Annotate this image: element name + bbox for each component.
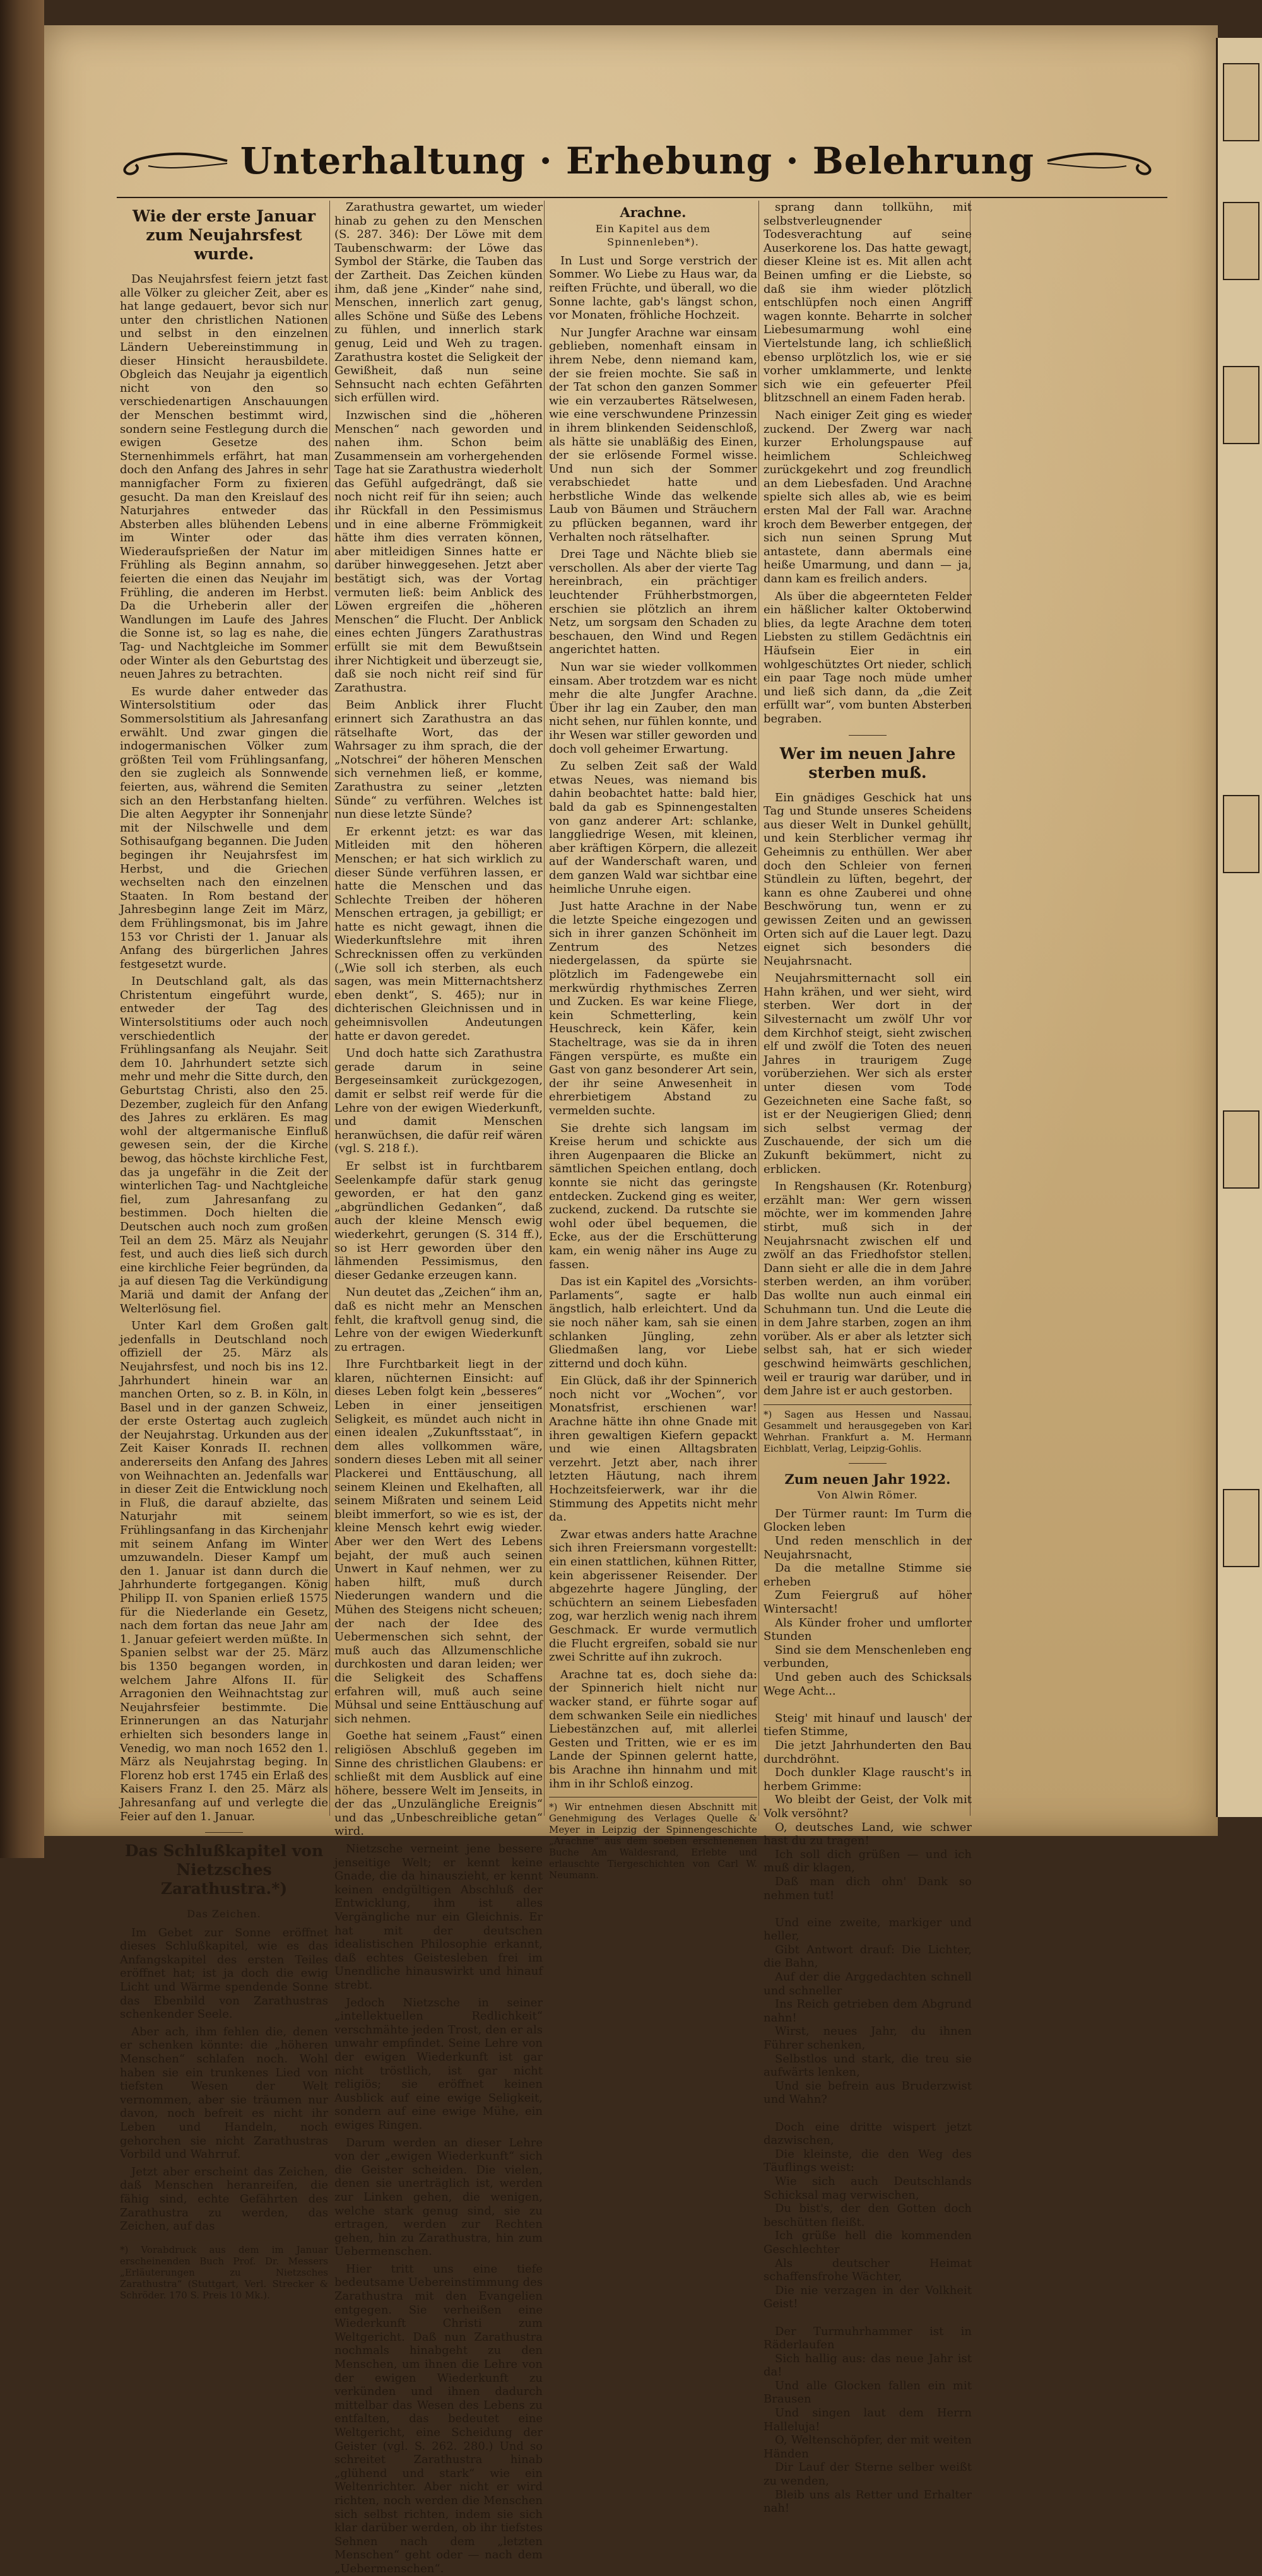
article-subheading: Das Zeichen. bbox=[187, 1908, 261, 1920]
poem-line: Und geben auch des Schicksals Wege Acht... bbox=[764, 1671, 972, 1698]
article-paragraph: Im Gebet zur Sonne eröffnet dieses Schlußkapitel, wie es das Anfangskapitel des ersten Teiles eröffnet hat; ist ja doch die ewig Licht und Wärme spendende Sonne das Ebenbild von Zarathustras schenkender Seele. bbox=[120, 1926, 328, 2021]
poem-line: Wie sich auch Deutschlands Schicksal mag verwischen, bbox=[764, 2174, 972, 2202]
article-paragraph: Inzwischen sind die „höheren Menschen“ nach geworden und nahen ihm. Schon beim Zusammensein am vorhergehenden Tage hat sie Zarathustra wiederholt das Gefühl aufgedrängt, daß sie noch nicht reif für ihn seien; auch ihr Rückfall in den Pessimismus und in eine alberne Frömmigkeit hätte ihm dies verraten können, aber mitleidigen Sinnes hatte er darüber hinweggesehen. Jetzt aber bestätigt sich, was der Vortag vermuten ließ: beim Anblick des Löwen ergreifen die „höheren Menschen“ die Flucht. Der Anblick eines echten Jüngers Zarathustras erfüllt sie mit dem Bewußtsein ihrer Nichtigkeit und überzeugt sie, daß sie noch nicht reif sind für Zarathustra. bbox=[334, 408, 543, 695]
article-paragraph: In Rengshausen (Kr. Rotenburg) erzählt man: Wer gern wissen möchte, wer im kommenden Jahre stirbt, muß sich in der Neujahrsnacht zwischen elf und zwölf an das Friedhofstor stellen. Dann sieht er alle die in dem Jahre sterben werden, an ihm vorüber. Das wollte nun auch einmal ein Schuhmann tun. Und die Leute die in dem Jahre starben, zogen an ihm vorüber. Als er aber als letzter sich selbst sah, hat er sich wieder geschwind heimwärts geschlichen, weil er traurig war darüber, und in dem Jahre ist er auch gestorben. bbox=[764, 1180, 972, 1398]
adjacent-page-strip bbox=[1216, 38, 1262, 1817]
poem-line: Und reden menschlich in der Neujahrsnacht, bbox=[764, 1534, 972, 1561]
article-paragraph: Just hatte Arachne in der Nabe die letzte Speiche eingezogen und sich in ihrer ganzen Schönheit im Zentrum des Netzes niedergelassen, da spürte sie plötzlich im Fadengewebe ein merkwürdig rhythmisches Zerren und Zucken. Es war keine Fliege, kein Schmetterling, kein Heuschreck, kein Käfer, kein Stacheltrage, was sie da in ihren Fängen verspürte, es mußte ein Gast von ganz besonderer Art sein, der ihr seine Anwesenheit in ehrerbietigem Abstand zu vermelden suchte. bbox=[549, 900, 757, 1117]
article-paragraph: Zwar etwas anders hatte Arachne sich ihren Freiersmann vorgestellt: ein einen stattlichen, kühnen Ritter, kein abgerissener Reisender. Der abgezehrte hagere Jüngling, der schüchtern an seinem Liebesfaden zog, war herzlich wenig nach ihrem Geschmack. Er wurde vermutlich die Flucht ergreifen, sobald sie nur zwei Schritte auf ihn zukroch. bbox=[549, 1527, 757, 1664]
poem-line: Du bist's, der den Gotten doch beschütten fleißt. bbox=[764, 2202, 972, 2229]
adjacent-page-fragment bbox=[1223, 795, 1259, 873]
article-paragraph: Das Neujahrsfest feiern jetzt fast alle Völker zu gleicher Zeit, aber es hat lange gedauert, bevor sich nur unter den christlichen Nationen und selbst in den einzelnen Ländern Uebereinstimmung in dieser Hinsicht herausbildete. Obgleich das Neujahr ja eigentlich nicht von den so verschiedenartigen Anschauungen der Menschen bestimmt wird, sondern seine Festlegung durch die ewigen Gesetze des Sternenhimmels erfährt, hat man doch den Anfang des Jahres in sehr mannigfacher Form zu fixieren gesucht. Da man den Kreislauf des Naturjahres entweder das Absterben alles blühenden Lebens im Winter oder das Wiederaufsprießen der Natur im Frühling als Beginn annahm, so feierten die einen das Neujahr im Frühling, die anderen im Herbst. Da die Urheberin aller der Wandlungen im Laufe des Jahres die Sonne ist, so lag es nahe, die Tag- und Nachtgleiche im Sommer oder Winter als den Geburtstag des neuen Jahres zu betrachten. bbox=[120, 273, 328, 681]
article-headline-zarathustra: Das Schlußkapitel von Nietzsches Zarathustra.*) bbox=[124, 1842, 324, 1898]
article-paragraph: Darum werden an dieser Lehre von der „ewigen Wiederkunft“ sich die Geister scheiden. Die vielen, denen sie unerträglich ist, werden zur Linken gehen, die wenigen, welche stark genug sind, sie zu ertragen, werden zur Rechten gehen, hin zu Zarathustra, hin zum Uebermenschen. bbox=[334, 2136, 543, 2259]
poem-line bbox=[764, 1902, 972, 1916]
poem-line: Bleib uns als Retter und Erhalter nah! bbox=[764, 2488, 972, 2515]
article-paragraph: Als über die abgeernteten Felder ein häßlicher kalter Oktoberwind blies, da legte Arachne dem toten Liebsten zu stillem Gedächtnis ein Häufsein Eier in ein wohlgeschütztes Ort nieder, schlich ein paar Tage noch müde umher und ließ sich dann, da „die Zeit erfüllt war“, vom bunten Absterben begraben. bbox=[764, 589, 972, 726]
article-paragraph: Ein Glück, daß ihr der Spinnerich noch nicht vor „Wochen“, vor Monatsfrist, erschienen war! Arachne hätte ihn ohne Gnade mit ihren gewaltigen Kiefern gepackt und wie einen Alltagsbraten verzehrt. Jetzt aber, nach ihrer letzten Häutung, nach ihrem Hochzeitsfeierwerk, war ihr die Stimmung des Appetits nicht mehr da. bbox=[549, 1374, 757, 1524]
left-flourish-ornament bbox=[117, 142, 230, 180]
article-paragraph: Das ist ein Kapitel des „Vorsichts-Parlaments“, sagte er halb ängstlich, halb erleichtert. Und da sie noch näher kam, sah sie einen schlanken Jüngling, zehn Gliedmaßen lang, vor Liebe zitternd und doch kühn. bbox=[549, 1275, 757, 1370]
article-paragraph: Er erkennt jetzt: es war das Mitleiden mit den höheren Menschen; er hat sich wirklich zu dieser Sünde verführen lassen, er hatte die Menschen und das Schlechte Treiben der höheren Menschen ertragen, ja gebilligt; er hatte es nicht gewagt, ihnen die Wiederkunftslehre mit ihren Schrecknissen offen zu verkünden („Wie soll ich sterben, als euch sagen, was mein Mitternachtsherz eben denkt“, S. 465); nur in dichterischen Gleichnissen und in geheimnisvollen Andeutungen hatte er davon geredet. bbox=[334, 825, 543, 1043]
article-headline-arachne: Arachne. bbox=[620, 204, 687, 220]
poem-line: Die nie verzagen in der Volkheit Geist! bbox=[764, 2283, 972, 2311]
adjacent-page-fragment bbox=[1223, 202, 1259, 280]
article-paragraph: Ein gnädiges Geschick hat uns Tag und Stunde unseres Scheidens aus dieser Welt in Dunkel gehüllt, und kein Sterblicher vermag ihr Geheimnis zu enthüllen. Wer aber doch den Schleier von fernen Stündlein zu lüften, begehrt, der kann es ohne Zauberei und ohne Beschwörung tun, wenn er zu gewissen Zeiten und an gewissen Orten sich auf die Lauer legt. Dazu eignet sich besonders die Neujahrsnacht. bbox=[764, 791, 972, 968]
article-separator bbox=[849, 735, 887, 736]
footnote: *) Wir entnehmen diesen Abschnitt mit Genehmigung des Verlages Quelle & Meyer in Leipzig der Spinnengeschichte „Arachne“ aus dem soeben erschienenen Buche Am Waldesrand, Erlebte und erlauschte Tiergeschichten von Carl W. Neumann. bbox=[549, 1797, 757, 1881]
poem-line: Selbstlos und stark, die treu sie aufwärts lenken, bbox=[764, 2052, 972, 2079]
article-paragraph: Beim Anblick ihrer Flucht erinnert sich Zarathustra an das rätselhafte Wort, das der Wahrsager zu ihm sprach, die der „Notschrei“ der höheren Menschen sich vernehmen ließ, er komme, Zarathustra zu seiner „letzten Sünde“ zu verführen. Welches ist nun diese letzte Sünde? bbox=[334, 698, 543, 821]
article-paragraph: Nun deutet das „Zeichen“ ihm an, daß es nicht mehr an Menschen fehlt, die kraftvoll genug sind, die Lehre von der ewigen Wiederkunft zu ertragen. bbox=[334, 1286, 543, 1354]
article-subheading: Ein Kapitel aus dem Spinnenleben*). bbox=[595, 222, 711, 249]
article-paragraph: Nach einiger Zeit ging es wieder zuckend. Der Zwerg war nach kurzer Erholungspause auf heimlichem Schleichweg zurückgekehrt und zog freundlich an dem Liebesfaden. Und Arachne spielte sich alles ab, wie es beim ersten Mal der Fall war. Arachne kroch dem Bewerber entgegen, der sich nun seinen Sprung Mut antastete, dann abermals eine heiße Umarmung, und dann — ja, dann kam es freilich anders. bbox=[764, 408, 972, 586]
poem-line: Ich grüße hell die kommenden Geschlechter bbox=[764, 2229, 972, 2256]
masthead-rule bbox=[117, 197, 1167, 198]
article-paragraph: Arachne tat es, doch siehe da: der Spinnerich hielt nicht nur wacker stand, er führte sogar auf dem schwanken Seile ein niedliches Liebestänzchen auf, mit allerlei Gesten und Tritten, wie er es im Lande der Spinnen gelernt hatte, bis Arachne ihn hinnahm und mit ihm in ihr Schloß einzog. bbox=[549, 1667, 757, 1791]
poem-line: Wirst, neues Jahr, du ihnen Führer schenken, bbox=[764, 2025, 972, 2052]
article-paragraph: Neujahrsmitternacht soll ein Hahn krähen, und wer sieht, wird sterben. Wer dort in der Silvesternacht um zwölf Uhr vor dem Kirchhof steigt, sieht zwischen elf und zwölf die Toten des neuen Jahres in traurigem Zuge vorüberziehen. Wer sich als erster unter diesen vom Tode Gezeichneten eine Sache faßt, so ist er der Neugierigen Glied; denn sich selbst vermag der Zuschauende, der sich um die Zukunft bekümmert, nicht zu erblicken. bbox=[764, 972, 972, 1176]
article-paragraph: Zarathustra gewartet, um wieder hinab zu gehen zu den Menschen (S. 287. 346): Der Löwe mit dem Taubenschwarm: der Löwe das Symbol der Stärke, die Tauben das der Zartheit. Das Zeichen künden ihm, daß jene „Kinder“ nahe sind, Menschen, innerlich zart genug, alles Schöne und Süße des Lebens zu fühlen, und innerlich stark genug, Leid und Weh zu tragen. Zarathustra kostet die Seligkeit der Gewißheit, daß nun seine Sehnsucht nach echten Gefährten sich erfüllen wird. bbox=[334, 201, 543, 405]
poem-line bbox=[764, 1698, 972, 1712]
poem-author: Von Alwin Römer. bbox=[817, 1489, 918, 1502]
article-paragraph: Hier tritt uns eine tiefe bedeutsame Uebereinstimmung des Zarathustra mit den Evangelien entgegen. Sie verheißen eine Wiederkunft Christi zum Weltgericht. Daß nun Zarathustra nochmals hinabgeht zu den Menschen, um ihnen die Lehre von der ewigen Wiederkunft zu verkünden und ihnen dadurch mittelbar das Wesen des Lebens zu entfalten, das bedeutet eine Weltgericht, eine Scheidung der Geister (vgl. S. 262. 280.) Und so schreitet Zarathustra hinab „glühend und stark“ wie ein Weltenrichter. Aber nicht er wird richten, noch werden die Menschen sich selbst richten, indem sie sich klar darüber werden, ob ihr tiefstes Sehnen nach dem „letzten Menschen“ geht oder — nach dem „Uebermenschen“. bbox=[334, 2262, 543, 2575]
poem-line: Doch eine dritte wispert jetzt dazwischen, bbox=[764, 2120, 972, 2148]
article-paragraph: Er selbst ist in furchtbarem Seelenkampfe dafür stark genug geworden, er hat den ganz „abgründlichen Gedanken“, daß auch der kleine Mensch ewig wiederkehrt, gerungen (S. 314 ff.), so ist Herr geworden über den lähmenden Pessimismus, den dieser Gedanke erzeugen kann. bbox=[334, 1159, 543, 1282]
article-paragraph: Jetzt aber erscheint das Zeichen, daß Menschen heranreifen, die fähig sind, echte Gefährten des Zarathustra zu werden, das Zeichen, auf das bbox=[120, 2165, 328, 2233]
footnote: *) Vorabdruck aus dem im Januar erscheinenden Buch Prof. Dr. Messers „Erläuterungen zu Nietzsches Zarathustra“ (Stuttgart, Verl. Strecker & Schröder. 170 S. Preis 10 Mk.). bbox=[120, 2240, 328, 2301]
article-paragraph: Nur Jungfer Arachne war einsam geblieben, nomenhaft einsam in ihrem Nebe, denn niemand kam, der sie freien mochte. Sie saß in der Tat schon den ganzen Sommer wie ein verzaubertes Rätselwesen, wie eine verschwundene Prinzessin in ihrem blinkenden Seidenschloß, als hätte sie unabläßig des Einen, der sie erlösende Formel wisse. Und nun sich der Sommer verabschiedet hatte und herbstliche Winde das welkende Laub von Bäumen und Sträuchern zu pflücken begannen, ward ihr Verhalten noch rätselhafter. bbox=[549, 326, 757, 544]
adjacent-page-fragment bbox=[1223, 366, 1259, 444]
article-paragraph: sprang dann tollkühn, mit selbstverleugnender Todesverachtung auf seine Auserkorene los. Das hatte gewagt, dieser Kleine ist es. Mit allen acht Beinen umfing er die Liebste, so daß sie ihm wieder plötzlich entschlüpfen noch einen Angriff wagen konnte. Beharrte in solcher Liebesumarmung wohl eine Viertelstunde lang, ich schließlich ebenso urplötzlich los, wie er sie vorher umklammerte, und lenkte sich wie ein gefeuerter Pfeil blitzschnell an einem Faden herab. bbox=[764, 201, 972, 405]
poem-line: Wo bleibt der Geist, der Volk mit Volk versöhnt? bbox=[764, 1793, 972, 1820]
article-headline-sterben: Wer im neuen Jahre sterben muß. bbox=[779, 744, 956, 782]
right-flourish-ornament bbox=[1044, 142, 1158, 180]
article-paragraph: Aber ach, ihm fehlen die, denen er schenken könnte: die „höheren Menschen“ schlafen noch. Wohl haben sie ein trunkenes Lied von tiefsten Wesen der Welt vernommen, aber sie träumen nur davon, noch befreit es nicht ihr Leben und Handeln, noch gehorchen sie nicht Zarathustras Vorbild und Wahrruf. bbox=[120, 2025, 328, 2161]
column-2 bbox=[334, 201, 543, 2575]
article-paragraph: In Deutschland galt, als das Christentum eingeführt wurde, entweder der Tag des Wintersolstitiums oder auch noch verschiedentlich der Frühlingsanfang als Neujahr. Seit dem 10. Jahrhundert setzte sich mehr und mehr die Sitte durch, den Geburtstag Christi, also den 25. Dezember, zugleich für den Anfang des Jahres zu erklären. Es mag wohl der altgermanische Einfluß gewesen sein, der die Kirche bewog, das höchste kirchliche Fest, das ja ungefähr in die Zeit der winterlichen Tag- und Nachtgleiche fiel, zum Jahresanfang zu bestimmen. Doch hielten die Deutschen auch noch zum großen Teil an dem 25. März als Neujahr fest, und auch dies ließ sich durch eine kirchliche Feier begründen, da ja auf diesen Tag die Verkündigung Mariä und damit der Anfang der Welterlösung fiel. bbox=[120, 975, 328, 1315]
book-binding-edge bbox=[0, 0, 44, 1858]
article-paragraph: Ihre Furchtbarkeit liegt in der klaren, nüchternen Einsicht: auf dieses Leben folgt kein „besseres“ Leben in einer jenseitigen Seligkeit, es mündet auch nicht in einen idealen „Zukunftsstaat“, in dem alles vollkommen wäre, sondern dieses Leben mit all seiner Plackerei und Enttäuschung, all seinem Kleinen und Ekelhaften, all seinem Mißraten und seinem Leid bleibt immerfort, so wie es ist, der kleine Mensch kehrt ewig wieder. Aber wer den Wert des Lebens bejaht, der muß auch seinen Unwert in Kauf nehmen, wer zu haben hilft, muß durch Niederungen wandern und die Mühen des Steigens nicht scheuen; der nach der Idee des Uebermenschen sich sehnt, der muß auch das Allzumenschliche durchkosten und daran leiden; wer die Seligkeit des Schaffens erfahren will, muß auch seine Mühsal und seine Enttäuschung auf sich nehmen. bbox=[334, 1358, 543, 1726]
poem-line: Doch dunkler Klage rauscht's in herbem Grimme: bbox=[764, 1766, 972, 1793]
column-divider bbox=[544, 201, 545, 1816]
article-paragraph: Nun war sie wieder vollkommen einsam. Aber trotzdem war es nicht mehr die alte Jungfer Arachne. Über ihr lag ein Zauber, den man nicht sehen, nur fühlen konnte, und ihr Wesen war stiller geworden und doch voll geheimer Erwartung. bbox=[549, 661, 757, 756]
poem-line: Als Künder froher und umflorter Stunden bbox=[764, 1616, 972, 1644]
poem-line: Und eine zweite, markiger und heller, bbox=[764, 1915, 972, 1943]
poem-line: Daß man dich ohn' Dank so nehmen tut! bbox=[764, 1874, 972, 1902]
footnote: *) Sagen aus Hessen und Nassau. Gesammelt und herausgegeben von Karl Wehrhan. Frankfurt a. M. Hermann Eichblatt, Verlag, Leipzig-Gohlis. bbox=[764, 1404, 972, 1454]
poem-line: Dir Lauf der Sterne selber weißt zu wenden, bbox=[764, 2461, 972, 2488]
article-paragraph: Unter Karl dem Großen galt jedenfalls in Deutschland noch offiziell der 25. März als Neujahrsfest, und noch bis ins 12. Jahrhundert hinein war an manchen Orten, so z. B. in Köln, in Basel und in der ganzen Schweiz, der erste Ostertag auch zugleich der Neujahrstag. Urkunden aus der Zeit Kaiser Konrads II. rechnen andererseits den Anfang des Jahres von Weihnachten an. Jedenfalls war in dieser Zeit die Entwicklung noch in Fluß, die darauf abzielte, das Naturjahr mit seinem Frühlingsanfang in das Kirchenjahr mit seinem Anfang im Winter umzuwandeln. Dieser Kampf um den 1. Januar ist dann durch die Jahrhunderte fortgegangen. König Philipp II. von Spanien erließ 1575 für die Niederlande ein Gesetz, nach dem fortan das neue Jahr am 1. Januar gefeiert werden müßte. In Spanien selbst war der 25. März bis 1350 begangen worden, in welchem Jahre Alfons II. für Arragonien den Weihnachtstag zur Neujahrsfeier bestimmte. Die Erinnerungen an das Naturjahr erhielten sich besonders lange in Venedig, wo man noch 1652 den 1. März als Neujahrstag beging. In Florenz hob erst 1745 ein Erlaß des Kaisers Franz I. den 25. März als Jahresanfang auf und verlegte die Feier auf den 1. Januar. bbox=[120, 1319, 328, 1823]
poem-line: Auf der die Arggedachten schnell und schneller bbox=[764, 1970, 972, 1997]
poem-line: Der Turmuhrhammer ist in Räderlaufen bbox=[764, 2324, 972, 2352]
poem-line: Und sie befrein aus Bruderzwist und Wahn? bbox=[764, 2079, 972, 2107]
article-separator bbox=[205, 1832, 243, 1833]
poem-line: Sind sie dem Menschenleben eng verbunden, bbox=[764, 1643, 972, 1671]
article-paragraph: Es wurde daher entweder das Wintersolstitium oder das Sommersolstitium als Jahresanfang erwählt. Und zwar gingen die indogermanischen Völker zum größten Teil vom Frühlingsanfang, den sie zugleich als Sonnwende feierten, aus, während die Semiten sich an den Herbstanfang hielten. Die alten Aegypter ihr Sonnenjahr mit der Nilschwelle und dem Sothisaufgang begannen. Die Juden begingen ihr Neujahrsfest im Herbst, und die Griechen wechselten nach den einzelnen Staaten. In Rom bestand der Jahresbeginn lange Zeit im März, dem Frühlingsmonat, bis im Jahre 153 vor Christi der 1. Januar als Anfang des bürgerlichen Jahres festgesetzt wurde. bbox=[120, 685, 328, 971]
column-3 bbox=[549, 201, 757, 1881]
column-divider bbox=[329, 201, 330, 1816]
article-headline-neujahrsfest: Wie der erste Januar zum Neujahrsfest wurde. bbox=[132, 207, 316, 263]
adjacent-page-fragment bbox=[1223, 1489, 1259, 1567]
poem-line: Die kleinste, die den Weg des Täuflings weist: bbox=[764, 2147, 972, 2175]
article-paragraph: In Lust und Sorge verstrich der Sommer. Wo Liebe zu Haus war, da reiften Früchte, und überall, wo die Sonne lachte, gab's längst schon, vor Monaten, fröhliche Hochzeit. bbox=[549, 254, 757, 322]
poem-line: Zum Feiergruß auf höher Wintersacht! bbox=[764, 1589, 972, 1616]
masthead-title: Unterhaltung · Erhebung · Belehrung bbox=[240, 139, 1035, 182]
poem-line: Als deutscher Heimat schaffensfrohe Wächter, bbox=[764, 2256, 972, 2284]
article-separator bbox=[849, 1463, 887, 1464]
poem-line: Die jetzt Jahrhunderten den Bau durchdröhnt. bbox=[764, 1738, 972, 1766]
poem-line: Ich soll dich grüßen — und ich muß dir klagen, bbox=[764, 1847, 972, 1875]
poem-line: Steig' mit hinauf und lausch' der tiefen Stimme, bbox=[764, 1711, 972, 1739]
poem-line: O, deutsches Land, wie schwer hast du zu tragen! bbox=[764, 1820, 972, 1848]
poem-line: Gibt Antwort drauf: Die Lichter, die Bahn, bbox=[764, 1943, 972, 1970]
article-paragraph: Goethe hat seinem „Faust“ einen religiösen Abschluß gegeben im Sinne des christlichen Glaubens: er schließt mit dem Ausblick auf eine höhere, bessere Welt im Jenseits, in der das „Unzulängliche Ereignis“ und das „Unbeschreibliche getan“ wird. bbox=[334, 1729, 543, 1838]
article-paragraph: Zu selben Zeit saß der Wald etwas Neues, was niemand bis dahin beobachtet hatte: bald hier, bald da gab es Spinnengestalten von ganz anderer Art: schlanke, langgliedrige Wesen, mit kleinen, aber kräftigen Körpern, die allezeit auf der Wanderschaft waren, und dem ganzen Wald war sichtbar eine heimliche Unruhe eigen. bbox=[549, 760, 757, 896]
poem-title: Zum neuen Jahr 1922. bbox=[784, 1471, 951, 1487]
poem-line: O, Weltenschöpfer, der mit weiten Händen bbox=[764, 2433, 972, 2461]
poem-line: Da die metallne Stimme sie erheben bbox=[764, 1561, 972, 1589]
adjacent-page-fragment bbox=[1223, 1110, 1259, 1189]
article-paragraph: Nietzsche verneint jene bessere jenseitige Welt; er kennt keine Gnade, die da hinauszieht, er kennt keinen endgültigen Abschluß der Entwicklung, ihm ist alles Vergängliche nur ein Gleichnis. Er hat mit der deutschen idealistischen Philosophie erkannt, daß echtes Geistesleben frei im Unendliche hinauswirkt und hinauf strebt. bbox=[334, 1842, 543, 1992]
adjacent-page-fragment bbox=[1223, 63, 1259, 141]
column-1 bbox=[120, 201, 328, 2301]
poem-line: Sich hallig aus: das neue Jahr ist da! bbox=[764, 2351, 972, 2379]
poem-line: Und alle Glocken fallen ein mit Brausen bbox=[764, 2379, 972, 2406]
poem-body bbox=[764, 1507, 972, 2515]
article-paragraph: Drei Tage und Nächte blieb sie verschollen. Als aber der vierte Tag hereinbrach, ein prächtiger leuchtender Frühherbstmorgen, erschien sie plötzlich an ihrem Netz, um sorgsam den Schaden zu beschauen, den Wind und Regen angerichtet hatten. bbox=[549, 548, 757, 657]
poem-line bbox=[764, 2311, 972, 2325]
article-paragraph: Und doch hatte sich Zarathustra gerade darum in seine Bergeseinsamkeit zurückgezogen, damit er selbst reif werde für die Lehre von der ewigen Wiederkunft, und damit Menschen heranwüchsen, die dafür reif wären (vgl. S. 218 f.). bbox=[334, 1047, 543, 1156]
poem-line: Und singen laut dem Herrn Halleluja! bbox=[764, 2406, 972, 2433]
poem-line: Der Türmer raunt: Im Turm die Glocken leben bbox=[764, 1507, 972, 1534]
article-paragraph: Jedoch Nietzsche in seiner „intellektuellen Redlichkeit“ verschmähte jeden Trost, den er als unwahr empfindet. Seine Lehre von der ewigen Wiederkunft ist gar nicht tröstlich, ist gar nicht religiös; sie eröffnet keinen Ausblick auf eine ewige Seligkeit, sondern auf eine ewige Mühe, ein ewiges Ringen. bbox=[334, 1996, 543, 2132]
section-masthead bbox=[107, 126, 1167, 196]
column-divider bbox=[758, 201, 759, 1816]
column-4 bbox=[764, 201, 972, 2515]
article-paragraph: Sie drehte sich langsam im Kreise herum und schickte aus ihren Augenpaaren die Blicke an sämtlichen Speichen entlang, doch konnte sie nicht das geringste entdecken. Zuckend ging es weiter, zuckend, zuckend. Da rutschte sie wohl oder übel bequemen, die Ecke, aus der die Erschütterung kam, ein wenig näher ins Auge zu fassen. bbox=[549, 1121, 757, 1271]
poem-line: Ins Reich getrieben dem Abgrund nahn! bbox=[764, 1997, 972, 2025]
poem-line bbox=[764, 2107, 972, 2120]
